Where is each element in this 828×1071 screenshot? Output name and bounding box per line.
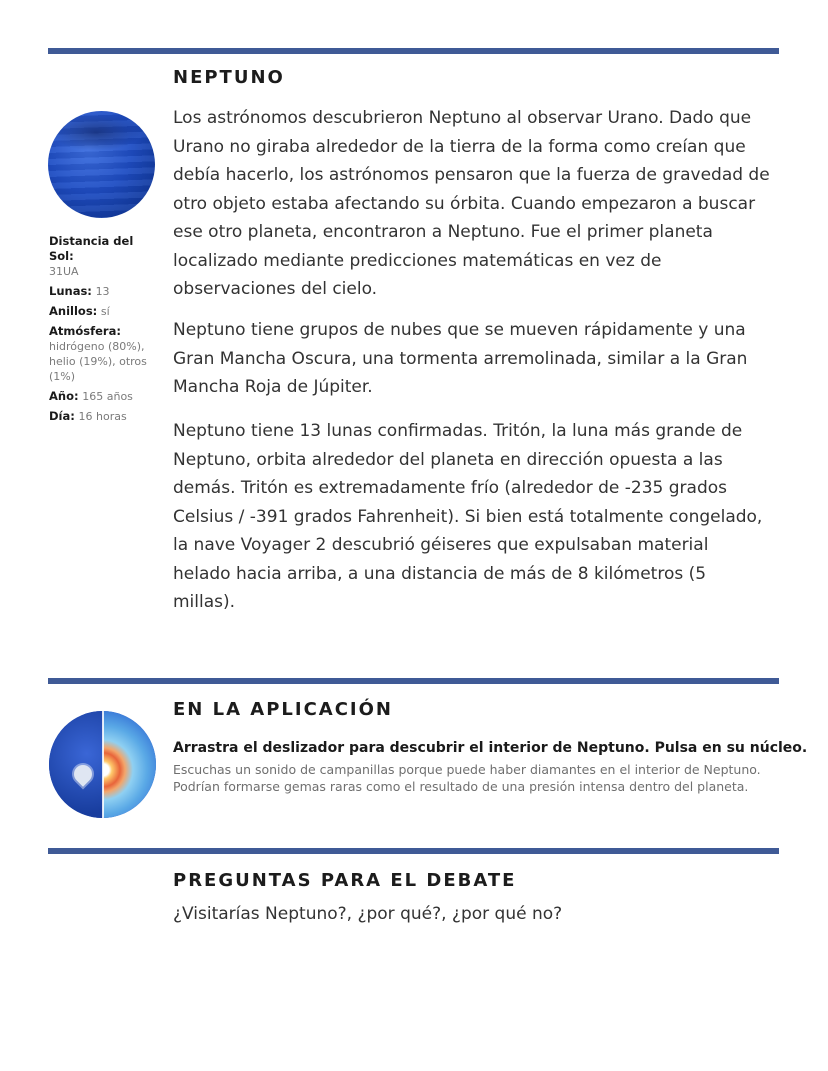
slider-divider — [102, 711, 104, 818]
fact-year-label: Año: — [49, 389, 79, 403]
section-divider-debate — [48, 848, 779, 854]
fact-atmosphere-label: Atmósfera: — [49, 324, 121, 338]
debate-section-title: PREGUNTAS PARA EL DEBATE — [173, 870, 517, 891]
neptune-paragraph-2: Neptuno tiene grupos de nubes que se mueven rápidamente y una Gran Mancha Oscura, una tormenta arremolinada, similar a la Gran Mancha Roja de Júpiter. — [173, 320, 748, 397]
fact-distance — [49, 234, 159, 279]
neptune-paragraph-3: Neptuno tiene 13 lunas confirmadas. Tritón, la luna más grande de Neptuno, orbita alrededor del planeta en dirección opuesta a las demás. Tritón es extremadamente frío (alrededor de -235 grados Celsius / -391 grados Fahrenheit). Si bien está totalmente congelado, la nave Voyager 2 descubrió géiseres que expulsaban material helado hacia arriba, a una distancia de más de 8 kilómetros (5 millas). — [173, 421, 763, 612]
app-instruction: Arrastra el deslizador para descubrir el interior de Neptuno. Pulsa en su núcleo. — [173, 740, 808, 756]
fact-day — [49, 409, 159, 424]
fact-atmosphere — [49, 324, 159, 384]
neptune-planet-image — [48, 111, 155, 218]
app-description: Escuchas un sonido de campanillas porque puede haber diamantes en el interior de Neptuno. Podrían formarse gemas raras como el resultado de una presión intensa dentro del planeta. — [173, 762, 761, 794]
fact-day-value: 16 horas — [78, 410, 127, 423]
fact-day-label: Día: — [49, 409, 75, 423]
neptune-interior-image — [49, 711, 156, 818]
fact-distance-label: Distancia del Sol: — [49, 234, 134, 263]
fact-moons-label: Lunas: — [49, 284, 92, 298]
debate-question: ¿Visitarías Neptuno?, ¿por qué?, ¿por qué no? — [173, 904, 563, 924]
section-divider-app — [48, 678, 779, 684]
neptune-title: NEPTUNO — [173, 67, 285, 88]
fact-moons — [49, 284, 159, 299]
fact-moons-value: 13 — [95, 285, 110, 298]
fact-rings — [49, 304, 159, 319]
section-divider-top — [48, 48, 779, 54]
app-section-title: EN LA APLICACIÓN — [173, 699, 393, 720]
fact-atmosphere-value: hidrógeno (80%), helio (19%), otros (1%) — [49, 340, 147, 383]
fact-year — [49, 389, 159, 404]
fact-rings-label: Anillos: — [49, 304, 98, 318]
fact-year-value: 165 años — [82, 390, 133, 403]
fact-distance-value: 31UA — [49, 265, 79, 278]
neptune-paragraph-1: Los astrónomos descubrieron Neptuno al observar Urano. Dado que Urano no giraba alrededor de la tierra de la forma como creían que debía hacerlo, los astrónomos pensaron que la fuerza de gravedad de otro objeto estaba afectando su órbita. Cuando empezaron a buscar ese otro planeta, encontraron a Neptuno. Fue el primer planeta localizado mediante predicciones matemáticas en vez de observaciones del cielo. — [173, 108, 770, 299]
fact-rings-value: sí — [100, 305, 110, 318]
planet-facts — [49, 234, 159, 429]
